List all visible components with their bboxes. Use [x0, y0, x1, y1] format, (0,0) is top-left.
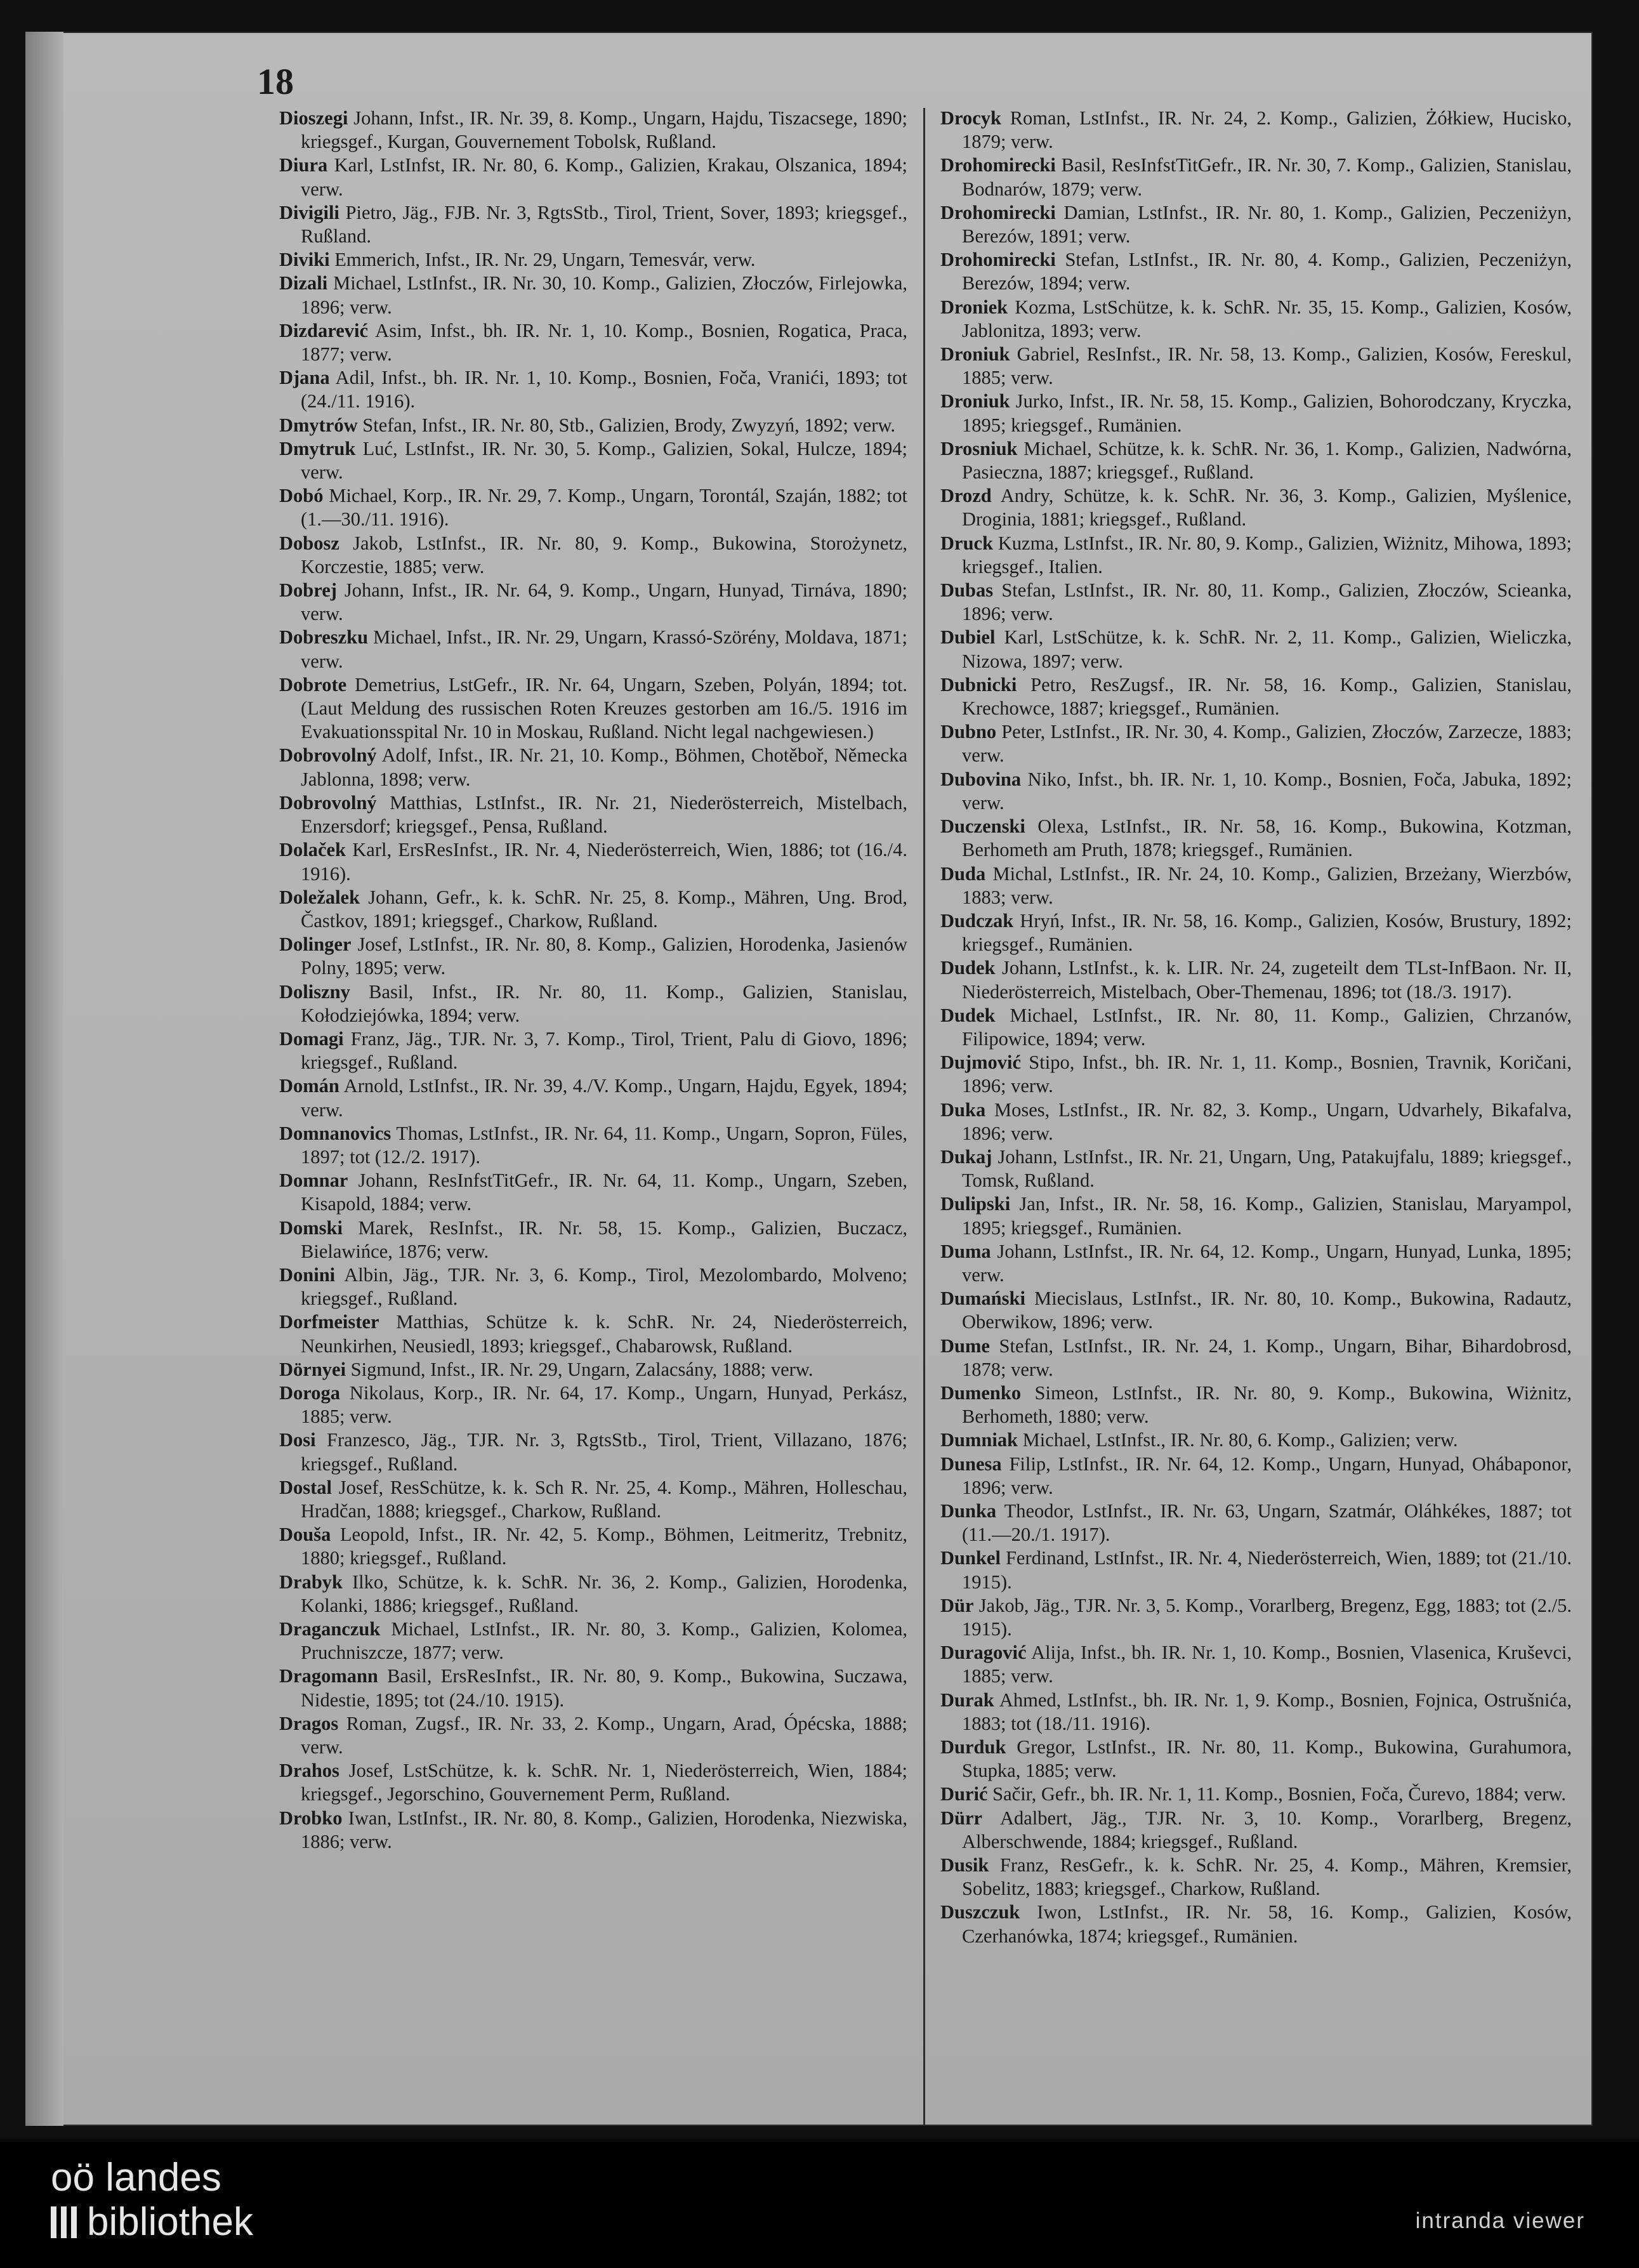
entry-surname: Druck [940, 532, 994, 554]
entry-surname: Dmytruk [279, 437, 356, 459]
entry-surname: Durić [940, 1783, 988, 1805]
list-entry [940, 248, 1572, 295]
entry-surname: Dobrote [279, 673, 347, 696]
entry-details: Simeon, LstInfst., IR. Nr. 80, 9. Komp., Bukowina, Wiżnitz, Berhometh, 1880; verw. [962, 1381, 1572, 1428]
list-entry [279, 154, 907, 201]
entry-details: Asim, Infst., bh. IR. Nr. 1, 10. Komp., Bosnien, Rogatica, Praca, 1877; verw. [301, 319, 907, 366]
entry-details: Michael, LstInfst., IR. Nr. 30, 10. Komp., Galizien, Złoczów, Firlejowka, 1896; verw. [301, 272, 907, 318]
list-entry [279, 1618, 907, 1665]
list-entry [940, 1854, 1572, 1901]
entry-surname: Dubiel [940, 626, 996, 649]
entry-surname: Dioszegi [279, 107, 348, 129]
list-entry [940, 154, 1572, 201]
entry-details: Matthias, Schütze k. k. SchR. Nr. 24, Niederösterreich, Neunkirhen, Neusiedl, 1893; kriegsgef., Chabarowsk, Rußland. [301, 1311, 907, 1357]
list-entry [940, 1240, 1572, 1287]
entry-surname: Droniuk [940, 343, 1010, 366]
entry-details: Thomas, LstInfst., IR. Nr. 64, 11. Komp., Ungarn, Sopron, Füles, 1897; tot (12./2. 1917). [301, 1122, 907, 1168]
entry-details: Stefan, LstInfst., IR. Nr. 80, 11. Komp., Galizien, Złoczów, Scieanka, 1896; verw. [962, 579, 1572, 625]
list-entry [279, 1712, 907, 1759]
list-entry [279, 366, 907, 413]
entry-details: Luć, LstInfst., IR. Nr. 30, 5. Komp., Galizien, Sokal, Hulcze, 1894; verw. [301, 437, 907, 484]
entry-surname: Dürr [940, 1807, 983, 1829]
entry-surname: Dunesa [940, 1453, 1002, 1475]
list-entry [279, 1523, 907, 1570]
entry-surname: Dostal [279, 1476, 332, 1498]
entry-surname: Dumenko [940, 1381, 1022, 1404]
list-entry [940, 1098, 1572, 1145]
list-entry [940, 768, 1572, 815]
list-entry [940, 862, 1572, 909]
page-edge [25, 32, 63, 2126]
entry-details: Johann, Infst., IR. Nr. 39, 8. Komp., Ungarn, Hajdu, Tiszacsege, 1890; kriegsgef., Kurgan, Gouvernement Tobolsk, Rußland. [301, 107, 907, 153]
entry-details: Kozma, LstSchütze, k. k. SchR. Nr. 35, 15. Komp., Galizien, Kosów, Jablonitza, 1893; verw. [962, 296, 1572, 341]
list-entry [279, 626, 907, 673]
list-entry [279, 1027, 907, 1074]
entry-surname: Durak [940, 1689, 994, 1711]
entry-details: Johann, Gefr., k. k. SchR. Nr. 25, 8. Komp., Mähren, Ung. Brod, Častkov, 1891; kriegsgef., Charkow, Rußland. [301, 886, 907, 932]
entry-details: Jakob, Jäg., TJR. Nr. 3, 5. Komp., Vorarlberg, Bregenz, Egg, 1883; tot (2./5. 1915). [962, 1594, 1572, 1640]
entry-surname: Dobreszku [279, 626, 369, 649]
entry-details: Gregor, LstInfst., IR. Nr. 80, 11. Komp., Bukowina, Gurahumora, Stupka, 1885; verw. [962, 1736, 1572, 1782]
list-entry [940, 1641, 1572, 1688]
list-entry [940, 107, 1572, 154]
entry-details: Marek, ResInfst., IR. Nr. 58, 15. Komp., Galizien, Buczacz, Bielawińce, 1876; verw. [301, 1216, 907, 1262]
entry-details: Franzesco, Jäg., TJR. Nr. 3, RgtsStb., Tirol, Trient, Villazano, 1876; kriegsgef., Rußland. [301, 1429, 907, 1475]
entry-surname: Duda [940, 862, 986, 885]
list-entry [940, 1335, 1572, 1381]
list-entry [279, 1263, 907, 1310]
list-entry [279, 886, 907, 933]
library-logo-line2 [51, 2199, 253, 2245]
entry-surname: Domán [279, 1075, 339, 1097]
entry-surname: Draganczuk [279, 1618, 381, 1640]
list-entry [279, 201, 907, 248]
list-entry [279, 1216, 907, 1263]
list-entry [279, 579, 907, 626]
library-logo-line1: oö landes [51, 2156, 221, 2199]
entry-surname: Duragović [940, 1642, 1027, 1664]
list-entry [279, 791, 907, 838]
entry-details: Franz, ResGefr., k. k. SchR. Nr. 25, 4. Komp., Mähren, Kremsier, Sobelitz, 1883; kriegsgef., Charkow, Rußland. [962, 1854, 1572, 1900]
entry-details: Johann, ResInfstTitGefr., IR. Nr. 64, 11. Komp., Ungarn, Szeben, Kisapold, 1884; verw. [301, 1170, 907, 1215]
entry-surname: Dolaček [279, 839, 346, 861]
list-entry [940, 390, 1572, 437]
list-entry [279, 1310, 907, 1357]
entry-surname: Domnanovics [279, 1122, 392, 1144]
entry-details: Karl, ErsResInfst., IR. Nr. 4, Niederösterreich, Wien, 1886; tot (16./4. 1916). [301, 839, 907, 885]
entry-surname: Drozd [940, 485, 992, 507]
entry-surname: Drohomirecki [940, 154, 1056, 176]
list-entry [279, 1665, 907, 1711]
list-entry [940, 437, 1572, 484]
entry-details: Johann, LstInfst., k. k. LIR. Nr. 24, zugeteilt dem TLst-InfBaon. Nr. II, Niederösterreich, Mistelbach, Ober-Themenau, 1896; tot (18./3. 1917). [962, 957, 1572, 1003]
list-entry [279, 838, 907, 885]
entry-details: Karl, LstInfst, IR. Nr. 80, 6. Komp., Galizien, Krakau, Olszanica, 1894; verw. [301, 154, 907, 200]
list-entry [279, 248, 907, 272]
entry-details: Stefan, LstInfst., IR. Nr. 80, 4. Komp., Galizien, Peczeniżyn, Berezów, 1894; verw. [962, 249, 1572, 294]
entry-details: Michael, LstInfst., IR. Nr. 80, 11. Komp., Galizien, Chrzanów, Filipowice, 1894; verw. [962, 1004, 1572, 1050]
list-entry [940, 296, 1572, 343]
entry-details: Michael, LstInfst., IR. Nr. 80, 6. Komp., Galizien; verw. [1018, 1429, 1458, 1451]
entry-surname: Dorfmeister [279, 1311, 379, 1333]
list-entry [279, 1074, 907, 1121]
entry-details: Kuzma, LstInfst., IR. Nr. 80, 9. Komp., Galizien, Wiżnitz, Mihowa, 1893; kriegsgef., Italien. [962, 532, 1572, 577]
list-entry [279, 414, 907, 437]
list-entry [940, 1453, 1572, 1500]
entry-details: Theodor, LstInfst., IR. Nr. 63, Ungarn, Szatmár, Oláhkékes, 1887; tot (11.—20./1. 1917). [962, 1500, 1572, 1546]
entry-surname: Diura [279, 154, 328, 176]
page-number: 18 [257, 61, 294, 102]
entry-details: Pietro, Jäg., FJB. Nr. 3, RgtsStb., Tirol, Trient, Sover, 1893; kriegsgef., Rußland. [301, 201, 907, 247]
entry-details: Niko, Infst., bh. IR. Nr. 1, 10. Komp., Bosnien, Foča, Jabuka, 1892; verw. [962, 768, 1572, 814]
entry-details: Ilko, Schütze, k. k. SchR. Nr. 36, 2. Komp., Galizien, Horodenka, Kolanki, 1886; kriegsgef., Rußland. [301, 1571, 907, 1616]
list-entry [940, 1901, 1572, 1948]
entry-details: Adil, Infst., bh. IR. Nr. 1, 10. Komp., Bosnien, Foča, Vranići, 1893; tot (24./11. 1916). [301, 367, 907, 412]
entry-surname: Drabyk [279, 1571, 343, 1593]
list-entry [279, 1476, 907, 1523]
entry-details: Hryń, Infst., IR. Nr. 58, 16. Komp., Galizien, Kosów, Brustury, 1892; kriegsgef., Rumänien. [962, 909, 1572, 956]
entry-details: Arnold, LstInfst., IR. Nr. 39, 4./V. Komp., Ungarn, Hajdu, Egyek, 1894; verw. [301, 1075, 907, 1121]
list-entry [940, 1500, 1572, 1546]
entry-details: Basil, Infst., IR. Nr. 80, 11. Komp., Galizien, Stanislau, Kołodziejówka, 1894; verw. [301, 980, 907, 1026]
entry-surname: Dusik [940, 1854, 989, 1876]
entry-surname: Dür [940, 1594, 974, 1616]
list-entry [279, 673, 907, 744]
list-entry [940, 484, 1572, 531]
entry-surname: Dudek [940, 957, 996, 979]
library-logo-text: bibliothek [87, 2200, 253, 2244]
list-entry [279, 532, 907, 579]
entry-surname: Dobrovolný [279, 791, 377, 814]
list-entry [279, 1381, 907, 1428]
entry-surname: Duka [940, 1098, 986, 1121]
list-entry [279, 272, 907, 319]
entry-surname: Dulipski [940, 1193, 1011, 1215]
entry-details: Michael, Schütze, k. k. SchR. Nr. 36, 1. Komp., Galizien, Nadwórna, Pasieczna, 1887; kriegsgef., Rußland. [962, 437, 1572, 484]
left-column [279, 107, 907, 1854]
entry-surname: Dubnicki [940, 673, 1017, 696]
list-entry [940, 673, 1572, 720]
entry-details: Petro, ResZugsf., IR. Nr. 58, 16. Komp., Galizien, Stanislau, Krechowce, 1887; kriegsgef., Rumänien. [962, 673, 1572, 720]
entry-details: Albin, Jäg., TJR. Nr. 3, 6. Komp., Tirol, Mezolombardo, Molveno; kriegsgef., Rußland. [301, 1263, 907, 1310]
entry-surname: Dunka [940, 1500, 997, 1522]
entry-details: Franz, Jäg., TJR. Nr. 3, 7. Komp., Tirol, Trient, Palu di Giovo, 1896; kriegsgef., Rußland. [301, 1027, 907, 1074]
entry-surname: Domnar [279, 1170, 348, 1192]
list-entry [279, 107, 907, 154]
list-entry [279, 1807, 907, 1854]
list-entry [940, 1004, 1572, 1051]
list-entry [940, 343, 1572, 390]
entry-surname: Drosniuk [940, 437, 1018, 459]
list-entry [940, 1807, 1572, 1854]
list-entry [279, 1122, 907, 1169]
entry-details: Stipo, Infst., bh. IR. Nr. 1, 11. Komp., Bosnien, Travnik, Koričani, 1896; verw. [962, 1052, 1572, 1097]
entry-surname: Dragomann [279, 1665, 378, 1687]
entry-surname: Dudczak [940, 909, 1014, 932]
entry-details: Olexa, LstInfst., IR. Nr. 58, 16. Komp., Bukowina, Kotzman, Berhometh am Pruth, 1878; kriegsgef., Rumänien. [962, 815, 1572, 861]
list-entry [940, 720, 1572, 767]
entry-surname: Dubas [940, 579, 994, 602]
entry-details: Karl, LstSchütze, k. k. SchR. Nr. 2, 11. Komp., Galizien, Wieliczka, Nizowa, 1897; verw. [962, 626, 1572, 672]
entry-details: Filip, LstInfst., IR. Nr. 64, 12. Komp., Ungarn, Hunyad, Ohábaponor, 1896; verw. [962, 1453, 1572, 1498]
list-entry [940, 1192, 1572, 1239]
entry-details: Alija, Infst., bh. IR. Nr. 1, 10. Komp., Bosnien, Vlasenica, Kruševci, 1885; verw. [962, 1642, 1572, 1687]
entry-details: Jan, Infst., IR. Nr. 58, 16. Komp., Galizien, Stanislau, Maryampol, 1895; kriegsgef., Rumänien. [962, 1193, 1572, 1239]
entry-surname: Dörnyei [279, 1358, 346, 1380]
entry-details: Damian, LstInfst., IR. Nr. 80, 1. Komp., Galizien, Peczeniżyn, Berezów, 1891; verw. [962, 201, 1572, 247]
list-entry [940, 1736, 1572, 1783]
entry-details: Roman, Zugsf., IR. Nr. 33, 2. Komp., Ungarn, Arad, Ópécska, 1888; verw. [301, 1712, 907, 1758]
entry-surname: Drohomirecki [940, 249, 1056, 271]
list-entry [940, 956, 1572, 1003]
entry-surname: Dizdarević [279, 319, 369, 341]
entry-surname: Drahos [279, 1760, 339, 1782]
entry-details: Sačir, Gefr., bh. IR. Nr. 1, 11. Komp., Bosnien, Foča, Čurevo, 1884; verw. [987, 1783, 1566, 1805]
list-entry [940, 1287, 1572, 1334]
list-entry [940, 1594, 1572, 1641]
entry-surname: Durduk [940, 1736, 1006, 1758]
entry-surname: Droniuk [940, 390, 1010, 412]
list-entry [940, 1783, 1572, 1806]
entry-surname: Dujmović [940, 1052, 1022, 1074]
entry-surname: Doroga [279, 1381, 341, 1404]
entry-surname: Dragos [279, 1712, 339, 1734]
entry-details: Andry, Schütze, k. k. SchR. Nr. 36, 3. Komp., Galizien, Myślenice, Droginia, 1881; kriegsgef., Rußland. [962, 485, 1572, 531]
viewer-label: intranda viewer [1415, 2208, 1585, 2233]
entry-details: Basil, ErsResInfst., IR. Nr. 80, 9. Komp., Bukowina, Suczawa, Nidestie, 1895; tot (24./10. 1915). [301, 1665, 907, 1711]
entry-details: Gabriel, ResInfst., IR. Nr. 58, 13. Komp., Galizien, Kosów, Fereskul, 1885; verw. [962, 343, 1572, 389]
entry-surname: Dubno [940, 721, 997, 743]
entry-surname: Duszczuk [940, 1901, 1020, 1923]
entry-surname: Dudek [940, 1004, 996, 1026]
list-entry [279, 744, 907, 791]
right-column [940, 107, 1572, 1948]
entry-surname: Dobrej [279, 579, 337, 602]
entry-surname: Dumański [940, 1288, 1025, 1310]
entry-surname: Dunkel [940, 1547, 1001, 1569]
list-entry [279, 437, 907, 484]
list-entry [940, 579, 1572, 626]
entry-details: Michael, Infst., IR. Nr. 29, Ungarn, Krassó-Szörény, Moldava, 1871; verw. [301, 626, 907, 672]
list-entry [940, 909, 1572, 956]
entry-details: Stefan, LstInfst., IR. Nr. 24, 1. Komp., Ungarn, Bihar, Bihardobrosd, 1878; verw. [962, 1335, 1572, 1380]
entry-surname: Douša [279, 1524, 331, 1546]
entry-details: Michal, LstInfst., IR. Nr. 24, 10. Komp., Galizien, Brzeżany, Wierzbów, 1883; verw. [962, 862, 1572, 908]
entry-details: Jakob, LstInfst., IR. Nr. 80, 9. Komp., Bukowina, Storożynetz, Korczestie, 1885; verw. [301, 532, 907, 577]
list-entry [279, 1759, 907, 1806]
entry-details: Basil, ResInfstTitGefr., IR. Nr. 30, 7. Komp., Galizien, Stanislau, Bodnarów, 1879; verw. [962, 154, 1572, 200]
list-entry [940, 1145, 1572, 1192]
entry-surname: Dobosz [279, 532, 339, 554]
entry-details: Leopold, Infst., IR. Nr. 42, 5. Komp., Böhmen, Leitmeritz, Trebnitz, 1880; kriegsgef., Rußland. [301, 1524, 907, 1569]
entry-surname: Dizali [279, 272, 328, 294]
entry-surname: Djana [279, 367, 330, 389]
entry-details: Emmerich, Infst., IR. Nr. 29, Ungarn, Temesvár, verw. [329, 249, 756, 271]
entry-surname: Duma [940, 1240, 991, 1262]
entry-surname: Duczenski [940, 815, 1025, 838]
entry-surname: Droniek [940, 296, 1008, 318]
entry-surname: Doliszny [279, 980, 350, 1003]
entry-details: Iwan, LstInfst., IR. Nr. 80, 8. Komp., Galizien, Horodenka, Niezwiska, 1886; verw. [301, 1807, 907, 1852]
entry-details: Josef, LstSchütze, k. k. SchR. Nr. 1, Niederösterreich, Wien, 1884; kriegsgef., Jegorschino, Gouvernement Perm, Rußland. [301, 1760, 907, 1805]
entry-details: Peter, LstInfst., IR. Nr. 30, 4. Komp., Galizien, Złoczów, Zarzecze, 1883; verw. [962, 721, 1572, 767]
entry-details: Jurko, Infst., IR. Nr. 58, 15. Komp., Galizien, Bohorodczany, Kryczka, 1895; kriegsgef., Rumänien. [962, 390, 1572, 436]
entry-surname: Donini [279, 1263, 336, 1286]
entry-surname: Divigili [279, 201, 339, 223]
list-entry [279, 1428, 907, 1475]
entry-details: Adolf, Infst., IR. Nr. 21, 10. Komp., Böhmen, Chotěboř, Německa Jablonna, 1898; verw. [301, 744, 907, 790]
entry-surname: Dubovina [940, 768, 1022, 790]
list-entry [279, 484, 907, 531]
entry-surname: Diviki [279, 249, 330, 271]
list-entry [279, 933, 907, 980]
entry-details: Nikolaus, Korp., IR. Nr. 64, 17. Komp., Ungarn, Hunyad, Perkász, 1885; verw. [301, 1381, 907, 1428]
entry-details: Ferdinand, LstInfst., IR. Nr. 4, Niederösterreich, Wien, 1889; tot (21./10. 1915). [962, 1547, 1572, 1593]
entry-surname: Dobrovolný [279, 744, 377, 767]
entry-surname: Dmytrów [279, 414, 358, 436]
entry-surname: Domski [279, 1216, 343, 1239]
entry-details: Johann, Infst., IR. Nr. 64, 9. Komp., Ungarn, Hunyad, Tirnáva, 1890; verw. [301, 579, 907, 625]
entry-surname: Drohomirecki [940, 201, 1056, 223]
entry-surname: Dobó [279, 485, 324, 507]
list-entry [940, 532, 1572, 579]
list-entry [940, 1428, 1572, 1452]
entry-details: Johann, LstInfst., IR. Nr. 64, 12. Komp., Ungarn, Hunyad, Lunka, 1895; verw. [962, 1240, 1572, 1286]
entry-details: Michael, LstInfst., IR. Nr. 80, 3. Komp., Galizien, Kolomea, Pruchniszcze, 1877; verw. [301, 1618, 907, 1664]
entry-surname: Drobko [279, 1807, 343, 1829]
list-entry [940, 815, 1572, 862]
entry-details: Sigmund, Infst., IR. Nr. 29, Ungarn, Zalacsány, 1888; verw. [346, 1358, 813, 1380]
entry-details: Demetrius, LstGefr., IR. Nr. 64, Ungarn, Szeben, Polyán, 1894; tot. (Laut Meldung des russischen Roten Kreuzes gestorben am 16./5. 1916 im Evakuationsspital Nr. 10 in Moskau, Rußland. Nicht legal nachgewiesen.) [301, 673, 907, 743]
entry-details: Michael, Korp., IR. Nr. 29, 7. Komp., Ungarn, Torontál, Szaján, 1882; tot (1.—30./11. 1916). [301, 485, 907, 531]
entry-details: Johann, LstInfst., IR. Nr. 21, Ungarn, Ung, Patakujfalu, 1889; kriegsgef., Tomsk, Rußland. [962, 1145, 1572, 1192]
entry-surname: Dukaj [940, 1145, 992, 1168]
list-entry [279, 1358, 907, 1381]
entry-surname: Dolinger [279, 933, 352, 956]
column-divider [923, 108, 925, 2126]
entry-details: Adalbert, Jäg., TJR. Nr. 3, 10. Komp., Vorarlberg, Bregenz, Alberschwende, 1884; kriegsgef., Rußland. [962, 1807, 1572, 1852]
list-entry [279, 1169, 907, 1216]
entry-surname: Dume [940, 1335, 990, 1357]
list-entry [279, 319, 907, 366]
list-entry [279, 1571, 907, 1618]
entry-surname: Doležalek [279, 886, 360, 908]
list-entry [940, 201, 1572, 248]
list-entry [940, 1689, 1572, 1736]
entry-details: Miecislaus, LstInfst., IR. Nr. 80, 10. Komp., Bukowina, Radautz, Oberwikow, 1896; verw. [962, 1288, 1572, 1333]
entry-details: Stefan, Infst., IR. Nr. 80, Stb., Galizien, Brody, Zwyzyń, 1892; verw. [357, 414, 896, 436]
entry-details: Matthias, LstInfst., IR. Nr. 21, Niederösterreich, Mistelbach, Enzersdorf; kriegsgef., Pensa, Rußland. [301, 791, 907, 838]
entry-details: Iwon, LstInfst., IR. Nr. 58, 16. Komp., Galizien, Kosów, Czerhanówka, 1874; kriegsgef., Rumänien. [962, 1901, 1572, 1947]
entry-details: Roman, LstInfst., IR. Nr. 24, 2. Komp., Galizien, Żółkiew, Hucisko, 1879; verw. [962, 107, 1572, 153]
entry-details: Josef, LstInfst., IR. Nr. 80, 8. Komp., Galizien, Horodenka, Jasienów Polny, 1895; verw. [301, 933, 907, 979]
list-entry [940, 626, 1572, 673]
list-entry [279, 980, 907, 1027]
entry-surname: Dosi [279, 1429, 316, 1451]
entry-details: Ahmed, LstInfst., bh. IR. Nr. 1, 9. Komp., Bosnien, Fojnica, Ostrušnića, 1883; tot (18./11. 1916). [962, 1689, 1572, 1734]
list-entry [940, 1051, 1572, 1098]
entry-surname: Domagi [279, 1027, 344, 1050]
entry-surname: Dumniak [940, 1429, 1018, 1451]
entry-surname: Drocyk [940, 107, 1002, 129]
list-entry [940, 1546, 1572, 1593]
entry-details: Josef, ResSchütze, k. k. Sch R. Nr. 25, 4. Komp., Mähren, Holleschau, Hradčan, 1888; kriegsgef., Charkow, Rußland. [301, 1476, 907, 1522]
entry-details: Moses, LstInfst., IR. Nr. 82, 3. Komp., Ungarn, Udvarhely, Bikafalva, 1896; verw. [962, 1098, 1572, 1144]
library-logo-bars-icon [51, 2206, 77, 2238]
list-entry [940, 1381, 1572, 1428]
